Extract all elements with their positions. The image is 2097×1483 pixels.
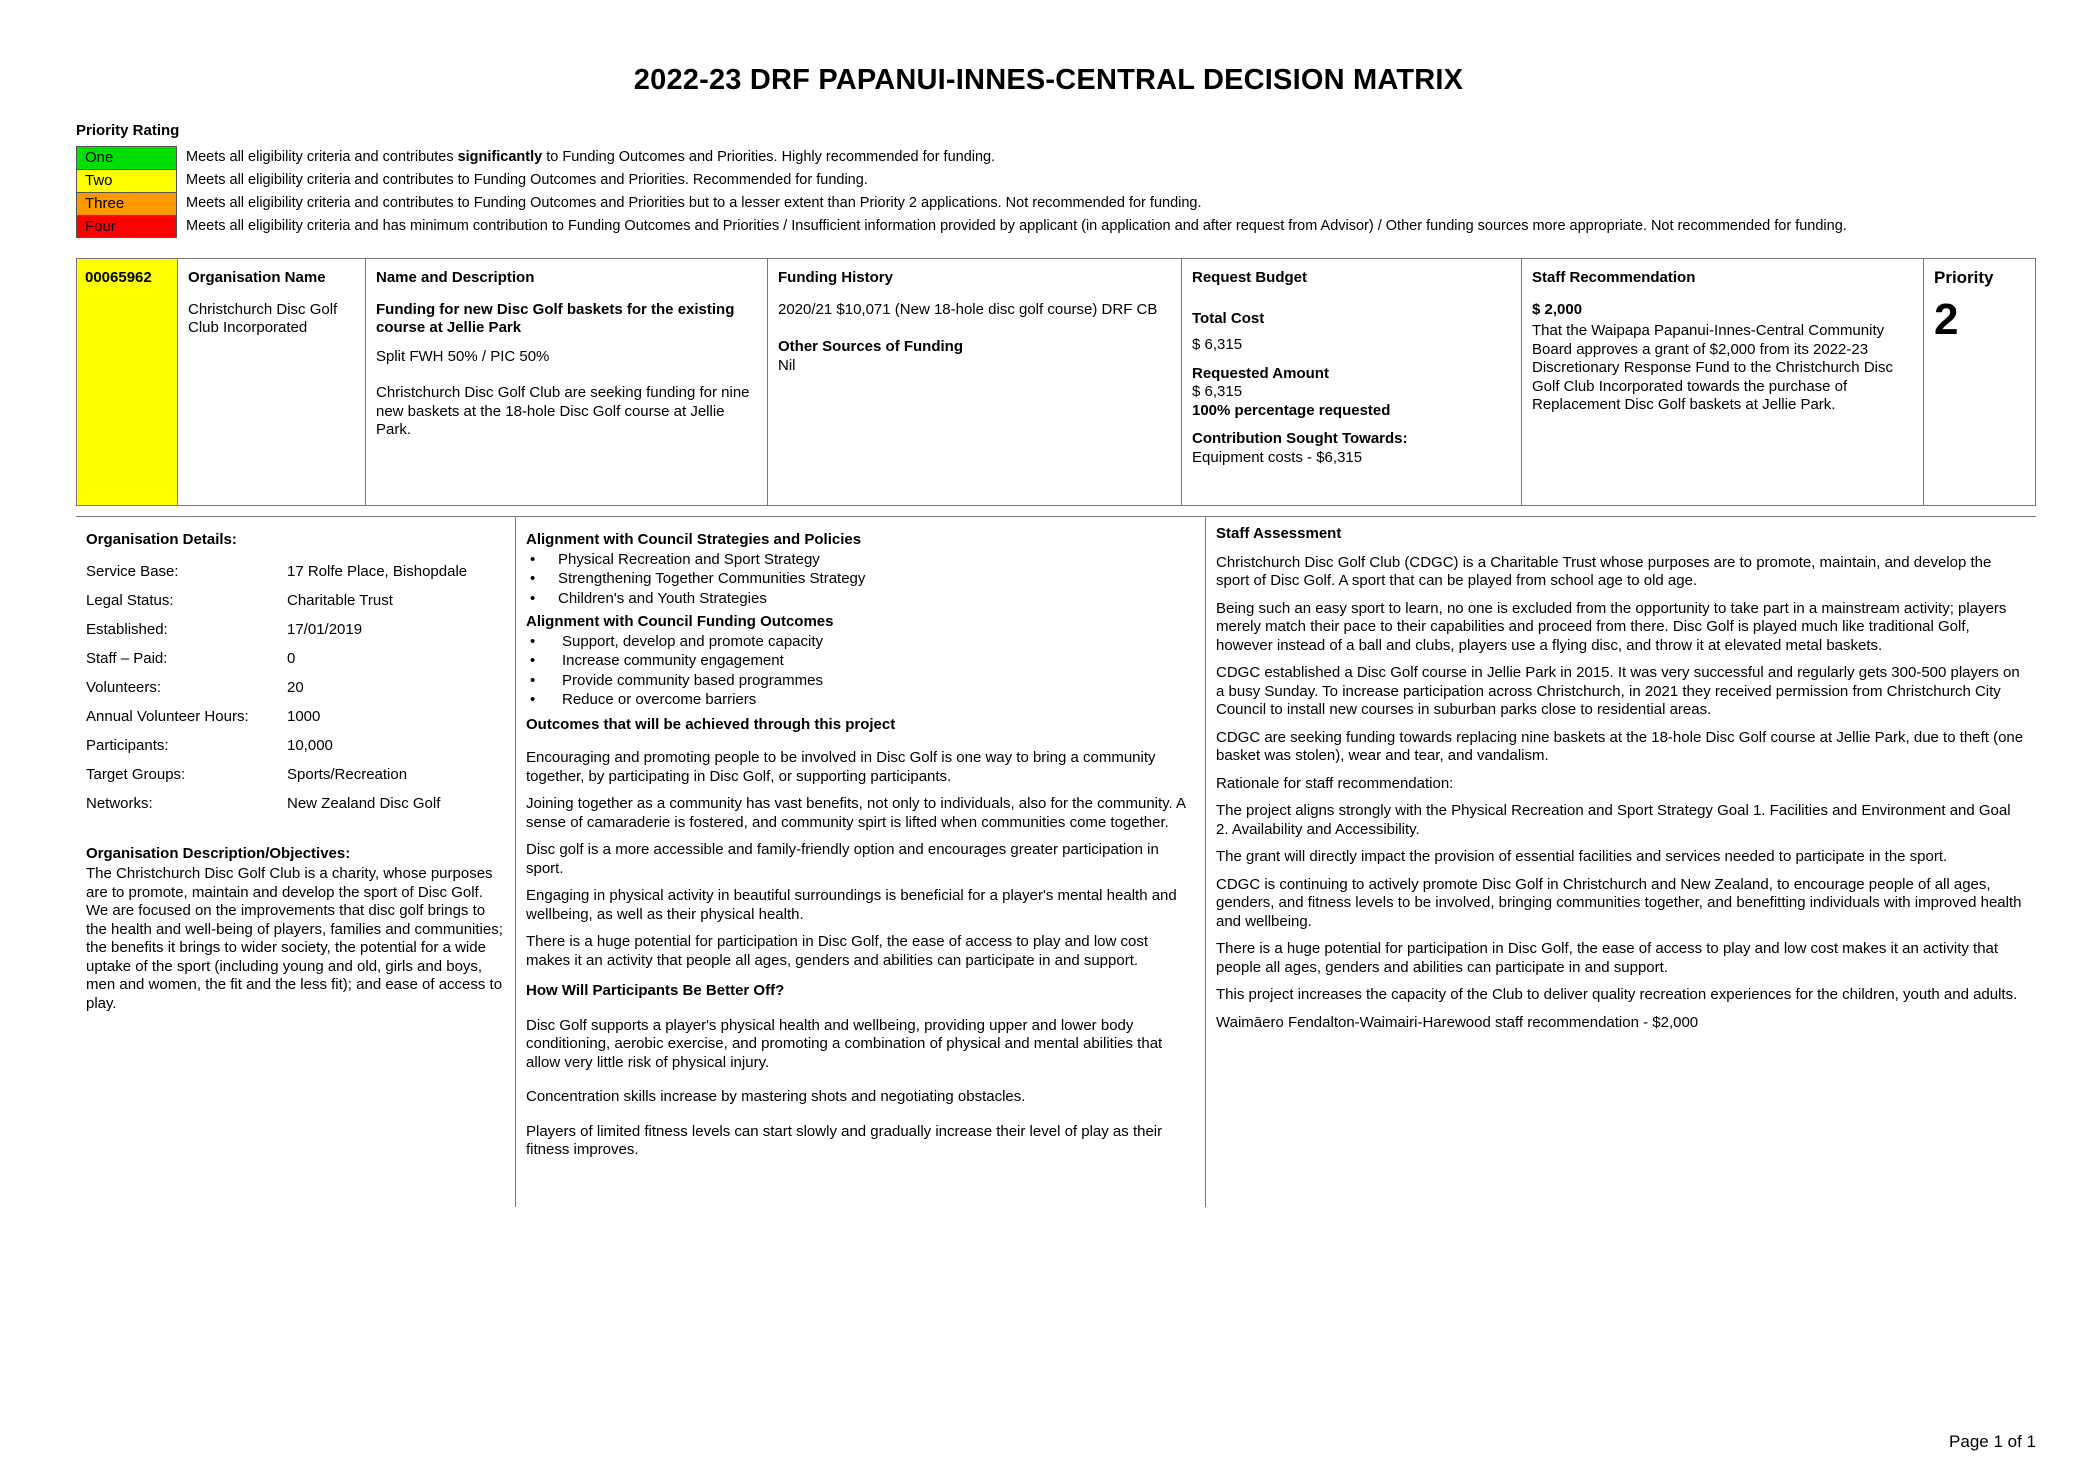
project-title: Funding for new Disc Golf baskets for the existing course at Jellie Park [376, 300, 735, 336]
contribution-label: Contribution Sought Towards: [1192, 430, 1408, 447]
outcomes-achieved-header: Outcomes that will be achieved through this project [526, 715, 896, 733]
better-off-paragraph: Disc Golf supports a player's physical health and wellbeing, providing upper and lower body conditioning, aerobic exercise, and promoting a combination of physical and mental abilities that allow very little risk of physical injury. [526, 1016, 1163, 1071]
list-item: • Physical Recreation and Sport Strategy [526, 550, 1195, 570]
priority-rating-label: Priority Rating [76, 122, 180, 139]
list-item: • Children's and Youth Strategies [526, 589, 1195, 609]
organisation-cell [178, 259, 366, 505]
alignment-column [516, 517, 1206, 1207]
organisation-name: Christchurch Disc Golf Club Incorporated [188, 300, 338, 336]
detail-row: Networks: New Zealand Disc Golf [86, 794, 441, 812]
staff-recommendation-header: Staff Recommendation [1532, 269, 1696, 286]
funding-split: Split FWH 50% / PIC 50% [376, 347, 550, 365]
organisation-description: The Christchurch Disc Golf Club is a charity, whose purposes are to promote, maintain and develop the sport of Disc Golf. We are focused on the improvements that disc golf brings to the health and well-being of players, families and communities; the benefits it brings to wider society, the potential for a wide uptake of the sport (including young and old, girls and boys, men and women, the fit and the less fit); and ease of access to play. [86, 865, 503, 1012]
organisation-description-header: Organisation Description/Objectives: [86, 844, 351, 862]
assessment-paragraph: This project increases the capacity of the Club to deliver quality recreation experiences for the children, youth and adults. [1216, 986, 2018, 1003]
organisation-details-header: Organisation Details: [86, 531, 237, 548]
swatch-one: One [76, 146, 177, 169]
better-off-paragraph: Concentration skills increase by mastering shots and negotiating obstacles. [526, 1088, 1026, 1105]
name-description-cell [366, 259, 768, 505]
priority-value: 2 [1934, 294, 1959, 344]
detail-row: Service Base: 17 Rolfe Place, Bishopdale [86, 562, 468, 580]
staff-recommendation-cell [1522, 259, 1924, 505]
swatch-two: Two [76, 169, 177, 192]
total-cost: $ 6,315 [1192, 336, 1243, 353]
staff-recommended-amount: $ 2,000 [1532, 300, 1583, 318]
other-sources-header: Other Sources of Funding [778, 338, 964, 355]
swatch-three: Three [76, 192, 177, 215]
priority-cell [1924, 259, 2035, 505]
assessment-paragraph: CDGC is continuing to actively promote Disc Golf in Christchurch and New Zealand, to encourage people of all ages, genders, and fitness levels to be involved, bringing communities together, and benefitting individuals with improved health and wellbeing. [1216, 875, 2022, 930]
requested-amount-label: Requested Amount [1192, 364, 1329, 382]
name-description-header: Name and Description [376, 269, 535, 286]
strategies-header: Alignment with Council Strategies and Policies [526, 531, 862, 548]
outcome-paragraph: Disc golf is a more accessible and family-friendly option and encourages greater participation in sport. [526, 841, 1159, 877]
organisation-details-list [86, 563, 505, 824]
legend-text-four: Meets all eligibility criteria and has minimum contribution to Funding Outcomes and Priorities / Insufficient information provided by applicant (in application and after request from Advisor) / Other funding sources more appropriate. Not recommended for funding. [186, 218, 1847, 234]
legend-row-two [76, 169, 1847, 192]
detail-row: Participants: 10,000 [86, 736, 333, 754]
legend-text-three: Meets all eligibility criteria and contributes to Funding Outcomes and Priorities but to a lesser extent than Priority 2 applications. Not recommended for funding. [186, 195, 1202, 211]
organisation-header: Organisation Name [188, 269, 326, 286]
staff-assessment-column [1206, 517, 2036, 1207]
detail-row: Legal Status: Charitable Trust [86, 591, 393, 609]
outcome-paragraph: There is a huge potential for participation in Disc Golf, the ease of access to play and low cost makes it an activity that people all ages, genders and abilities can participate in and support. [526, 933, 1149, 969]
funding-history-cell [768, 259, 1182, 505]
list-item: • Support, develop and promote capacity [526, 632, 1195, 652]
page-title: 2022-23 DRF PAPANUI-INNES-CENTRAL DECISION MATRIX [633, 64, 1464, 96]
list-item: • Strengthening Together Communities Strategy [526, 569, 1195, 589]
request-budget-cell [1182, 259, 1522, 505]
list-item: • Provide community based programmes [526, 671, 1195, 691]
assessment-paragraph: The grant will directly impact the provision of essential facilities and services needed to participate in the sport. [1216, 848, 1948, 865]
legend-row-one [76, 146, 1847, 169]
outcome-paragraph: Encouraging and promoting people to be involved in Disc Golf is one way to bring a community together, by participating in Disc Golf, or supporting participants. [526, 749, 1156, 785]
assessment-paragraph: Rationale for staff recommendation: [1216, 774, 1454, 792]
assessment-paragraph: Christchurch Disc Golf Club (CDGC) is a Charitable Trust whose purposes are to promote, maintain, and develop the sport of Disc Golf. A sport that can be played from school age to old age. [1216, 553, 1992, 589]
outcome-paragraph: Joining together as a community has vast benefits, not only to individuals, also for the community. A sense of camaraderie is fostered, and community spirt is lifted when communities come together. [526, 795, 1186, 831]
priority-header: Priority [1934, 268, 1994, 287]
better-off-paragraph: Players of limited fitness levels can start slowly and gradually increase their level of play as their fitness improves. [526, 1122, 1163, 1158]
staff-recommendation-text: That the Waipapa Papanui-Innes-Central Community Board approves a grant of $2,000 from its 2022-23 Discretionary Response Fund to the Christchurch Disc Golf Club Incorporated towards the purchase of Replacement Disc Golf baskets at Jellie Park. [1532, 322, 1893, 413]
detail-row: Target Groups: Sports/Recreation [86, 765, 408, 783]
request-budget-header: Request Budget [1192, 269, 1308, 286]
details-section [76, 516, 2036, 1207]
assessment-paragraph: Being such an easy sport to learn, no one is excluded from the opportunity to take part in a mainstream activity; players merely match their pace to their capabilities and proceed from there. Disc Golf is played much like traditional Golf, however instead of a ball and clubs, players use a flying disc, and throw it at elevated metal baskets. [1216, 599, 2007, 654]
assessment-paragraph: The project aligns strongly with the Physical Recreation and Sport Strategy Goal 1. Facilities and Environment and Goal 2. Availability and Accessibility. [1216, 802, 2011, 838]
total-cost-label: Total Cost [1192, 309, 1265, 327]
legend-row-three [76, 192, 1847, 215]
better-off-header: How Will Participants Be Better Off? [526, 982, 785, 999]
contribution-towards: Equipment costs - $6,315 [1192, 448, 1363, 466]
priority-legend [76, 146, 1847, 238]
swatch-four: Four [76, 215, 177, 238]
funding-outcomes-list [526, 632, 1195, 710]
funding-history-header: Funding History [778, 269, 893, 286]
legend-text-two: Meets all eligibility criteria and contributes to Funding Outcomes and Priorities. Recommended for funding. [186, 172, 868, 188]
other-sources: Nil [778, 356, 796, 374]
page-number: Page 1 of 1 [1949, 1432, 2036, 1451]
legend-row-four [76, 215, 1847, 238]
requested-amount: $ 6,315 [1192, 383, 1243, 400]
summary-table [76, 258, 2036, 506]
strategies-list [526, 550, 1195, 609]
assessment-paragraph: Waimāero Fendalton-Waimairi-Harewood staff recommendation - $2,000 [1216, 1013, 1699, 1031]
assessment-paragraph: CDGC are seeking funding towards replacing nine baskets at the 18-hole Disc Golf course at Jellie Park, due to theft (one basket was stolen), wear and tear, and vandalism. [1216, 728, 2024, 764]
assessment-paragraph: CDGC established a Disc Golf course in Jellie Park in 2015. It was very successful and regularly gets 300-500 players on a busy Sunday. To increase participation across Christchurch, in 2021 they received permission from Christchurch City Council to install new courses in suburban parks close to residential areas. [1216, 664, 2020, 718]
detail-row: Volunteers: 20 [86, 678, 304, 696]
funding-outcomes-header: Alignment with Council Funding Outcomes [526, 613, 834, 630]
list-item: • Reduce or overcome barriers [526, 690, 1195, 710]
funding-history: 2020/21 $10,071 (New 18-hole disc golf course) DRF CB [778, 300, 1158, 318]
list-item: • Increase community engagement [526, 651, 1195, 671]
project-description: Christchurch Disc Golf Club are seeking funding for nine new baskets at the 18-hole Disc Golf course at Jellie Park. [376, 384, 750, 438]
application-id: 00065962 [77, 259, 178, 505]
detail-row: Annual Volunteer Hours: 1000 [86, 707, 321, 725]
detail-row: Staff – Paid: 0 [86, 649, 296, 667]
organisation-details-column [76, 517, 516, 1207]
percentage-requested: 100% percentage requested [1192, 401, 1391, 419]
staff-assessment-header: Staff Assessment [1216, 525, 1342, 542]
assessment-paragraph: There is a huge potential for participation in Disc Golf, the ease of access to play and low cost makes it an activity that people all ages, genders and abilities can participate in and support. [1216, 940, 1999, 976]
legend-text-one: Meets all eligibility criteria and contributes significantly to Funding Outcomes and Priorities. Highly recommended for funding. [186, 149, 996, 165]
detail-row: Established: 17/01/2019 [86, 620, 363, 638]
outcome-paragraph: Engaging in physical activity in beautiful surroundings is beneficial for a player's mental health and wellbeing, as well as their physical health. [526, 887, 1177, 923]
